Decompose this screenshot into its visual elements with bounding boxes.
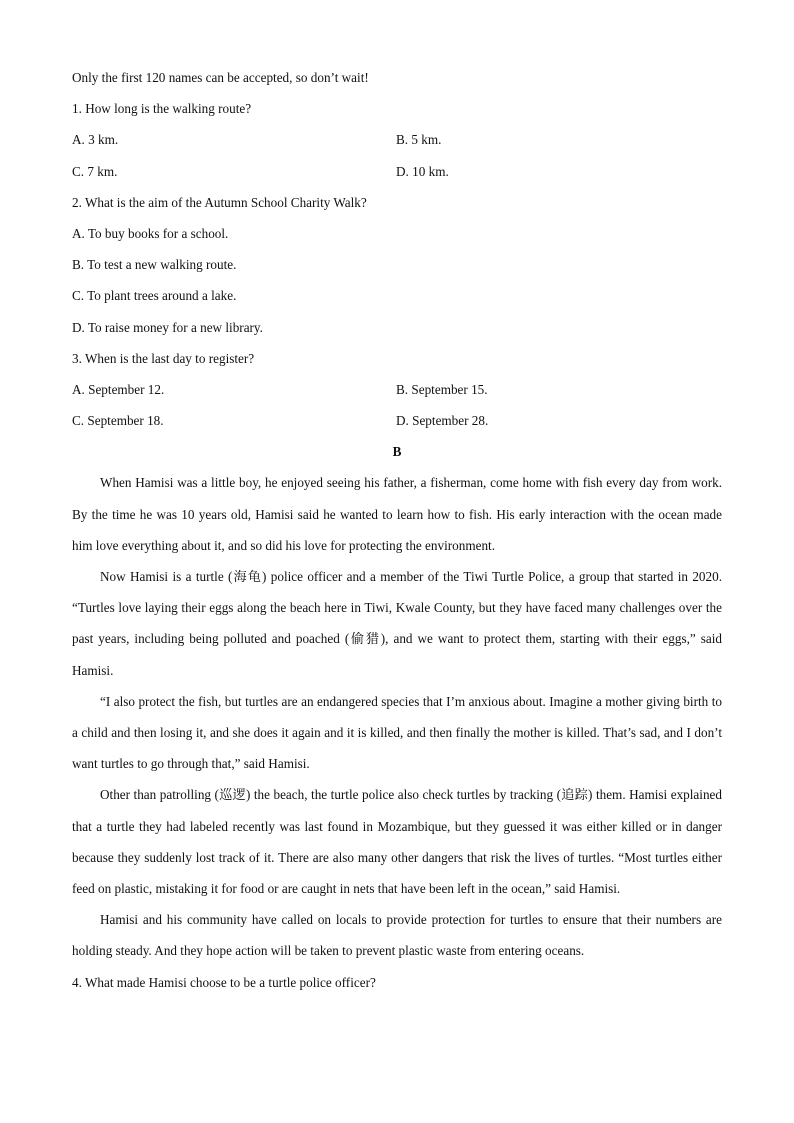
question-3-option-b: B. September 15. [396,381,488,397]
passage-paragraph-3: “I also protect the fish, but turtles are an endangered species that I’m anxious about. Imagine a mother giving birth to a child and then losing it, and she does it again and it is killed, and then finally the mother is killed. That’s sad, and I don’t want turtles to go through that,” said Hamisi. [72,693,722,772]
intro-line: Only the first 120 names can be accepted, so don’t wait! [72,70,369,85]
question-1-option-a: A. 3 km. [72,132,119,148]
question-2-stem: 2. What is the aim of the Autumn School Charity Walk? [72,194,367,210]
question-1-options-row-1 [72,124,722,155]
question-2-option-c: C. To plant trees around a lake. [72,288,237,304]
document-page [72,62,722,998]
question-1-stem: 1. How long is the walking route? [72,101,252,117]
question-3-options-row-2 [72,405,722,436]
question-1-options-row-2 [72,156,722,187]
question-3-option-a: A. September 12. [72,381,165,397]
question-1-option-b: B. 5 km. [396,132,442,148]
question-3-option-d: D. September 28. [396,413,489,429]
question-1-option-d: D. 10 km. [396,163,449,179]
question-4-stem: 4. What made Hamisi choose to be a turtle police officer? [72,974,376,990]
question-3-option-c: C. September 18. [72,413,164,429]
passage-paragraph-1: When Hamisi was a little boy, he enjoyed seeing his father, a fisherman, come home with fish every day from work. By the time he was 10 years old, Hamisi said he wanted to learn how to fish. His early interaction with the ocean made him love everything about it, and so did his love for protecting the environment. [72,475,722,553]
question-2-option-a: A. To buy books for a school. [72,225,229,241]
question-2-option-d: D. To raise money for a new library. [72,319,263,335]
question-3-stem: 3. When is the last day to register? [72,350,255,366]
question-2-option-b: B. To test a new walking route. [72,257,237,273]
question-3-options-row-1 [72,374,722,405]
passage-paragraph-5: Hamisi and his community have called on locals to provide protection for turtles to ensure that their numbers are holding steady. And they hope action will be taken to prevent plastic waste from entering oceans. [72,912,722,959]
passage-paragraph-2: Now Hamisi is a turtle (海龟) police officer and a member of the Tiwi Turtle Police, a group that started in 2020. “Turtles love laying their eggs along the beach here in Tiwi, Kwale County, but they have faced many challenges over the past years, including being polluted and poached (偷猎), and we want to protect them, starting with their eggs,” said Hamisi. [72,569,722,678]
section-b-heading: B [392,444,402,460]
passage-paragraph-4: Other than patrolling (巡逻) the beach, the turtle police also check turtles by tracking (追踪) them. Hamisi explained that a turtle they had labeled recently was last found in Mozambique, but they guessed it was either killed or in danger because they suddenly lost track of it. There are also many other dangers that risk the lives of turtles. “Most turtles either feed on plastic, mistaking it for food or are caught in nets that have been left in the ocean,” said Hamisi. [72,787,722,897]
question-1-option-c: C. 7 km. [72,163,118,179]
